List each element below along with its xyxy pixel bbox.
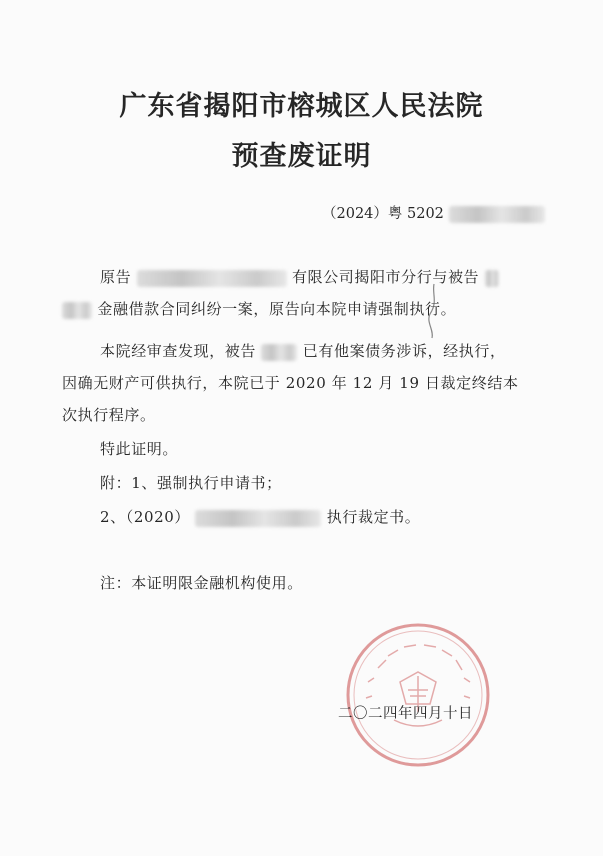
certify-text: 特此证明。 (100, 440, 179, 458)
court-seal-icon (338, 620, 498, 770)
dispute-text: 金融借款合同纠纷一案，原告向本院申请强制执行。 (97, 300, 457, 318)
attachment-2-suffix: 执行裁定书。 (326, 508, 421, 526)
redacted-defendant-start (485, 270, 499, 287)
plaintiff-bank-text: 有限公司揭阳市分行与被告 (291, 268, 480, 286)
attachment-2-prefix: 2、（2020） (100, 508, 191, 526)
redacted-case-number (449, 206, 545, 223)
redacted-defendant-name-2 (261, 344, 297, 361)
redacted-ruling-number (195, 510, 321, 527)
usage-note: 注：本证明限金融机构使用。 (100, 574, 303, 592)
attachment-2 (100, 506, 420, 527)
case-number (322, 202, 545, 223)
redacted-defendant-name (62, 302, 92, 319)
paragraph-1-line-2 (62, 298, 456, 319)
court-name-title: 广东省揭阳市榕城区人民法院 (119, 91, 484, 122)
paragraph-2-line-3: 次执行程序。 (62, 406, 156, 424)
other-case-text: 已有他案债务涉诉，经执行， (302, 342, 506, 360)
document-title: 预查废证明 (231, 141, 372, 172)
redacted-plaintiff-name (137, 270, 287, 287)
pen-mark-icon (404, 280, 464, 340)
case-number-text: （2024）粤 5202 (322, 206, 444, 222)
paragraph-2-line-1 (100, 340, 506, 361)
issue-date: 二〇二四年四月十日 (338, 706, 473, 722)
plaintiff-label: 原告 (100, 268, 132, 286)
attachment-1: 附：1、强制执行申请书； (100, 474, 282, 492)
paragraph-2-line-2: 因确无财产可供执行，本院已于 2020 年 12 月 19 日裁定终结本 (62, 374, 519, 392)
review-text: 本院经审查发现，被告 (100, 342, 257, 360)
